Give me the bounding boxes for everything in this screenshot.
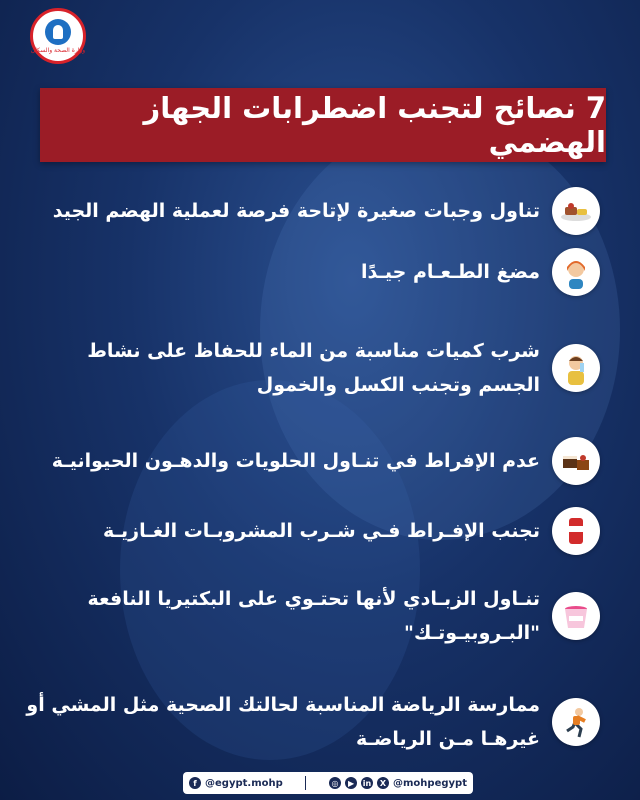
tip-text: مضغ الطـعـام جيـدًا bbox=[360, 261, 540, 283]
footer-right-group bbox=[329, 777, 467, 789]
tip-text: ممارسة الرياضة المناسبة لحالتك الصحية مثل المشي أو غيرهـا مـن الرياضـة bbox=[26, 694, 540, 750]
tip-item bbox=[20, 437, 600, 485]
soda-can-icon bbox=[552, 507, 600, 555]
x-icon[interactable]: X bbox=[377, 777, 389, 789]
food-plate-icon bbox=[552, 187, 600, 235]
title-banner bbox=[40, 88, 606, 162]
social-footer bbox=[183, 772, 473, 794]
tip-text: شرب كميات مناسبة من الماء للحفاظ على نشاط الجسم وتجنب الكسل والخمول bbox=[87, 340, 540, 396]
sweets-icon bbox=[552, 437, 600, 485]
tip-item bbox=[20, 582, 600, 650]
tip-item bbox=[20, 187, 600, 235]
footer-facebook-handle[interactable]: @egypt.mohp bbox=[205, 777, 283, 789]
tip-text: تجنب الإفـراط فـي شـرب المشروبـات الغـازيـة bbox=[103, 520, 540, 542]
tip-item bbox=[20, 507, 600, 555]
tip-item bbox=[20, 334, 600, 402]
facebook-icon[interactable]: f bbox=[189, 777, 201, 789]
footer-divider bbox=[305, 776, 306, 790]
ministry-logo bbox=[30, 8, 86, 64]
ministry-emblem-icon bbox=[45, 19, 71, 45]
footer-left-group bbox=[189, 777, 283, 789]
tip-text: عدم الإفراط في تنـاول الحلويات والدهـون الحيوانيـة bbox=[51, 450, 540, 472]
linkedin-icon[interactable]: in bbox=[362, 778, 372, 788]
youtube-icon[interactable]: ▶ bbox=[345, 777, 357, 789]
chewing-woman-icon bbox=[552, 248, 600, 296]
yogurt-icon bbox=[552, 592, 600, 640]
footer-social-handle[interactable]: @mohpegypt bbox=[393, 777, 467, 789]
tip-text: تناول وجبات صغيرة لإتاحة فرصة لعملية الهضم الجيد bbox=[52, 200, 540, 222]
running-person-icon bbox=[552, 698, 600, 746]
logo-text: وزارة الصحة والسكان bbox=[30, 46, 86, 54]
instagram-icon[interactable]: ◎ bbox=[329, 777, 341, 789]
tip-item bbox=[20, 688, 600, 756]
page-title: 7 نصائح لتجنب اضطرابات الجهاز الهضمي bbox=[143, 91, 606, 159]
tip-text: تنـاول الزبـادي لأنها تحتـوي على البكتيريا النافعة "البـروبيـوتـك" bbox=[87, 588, 540, 644]
drinking-water-icon bbox=[552, 344, 600, 392]
tip-item bbox=[20, 248, 600, 296]
